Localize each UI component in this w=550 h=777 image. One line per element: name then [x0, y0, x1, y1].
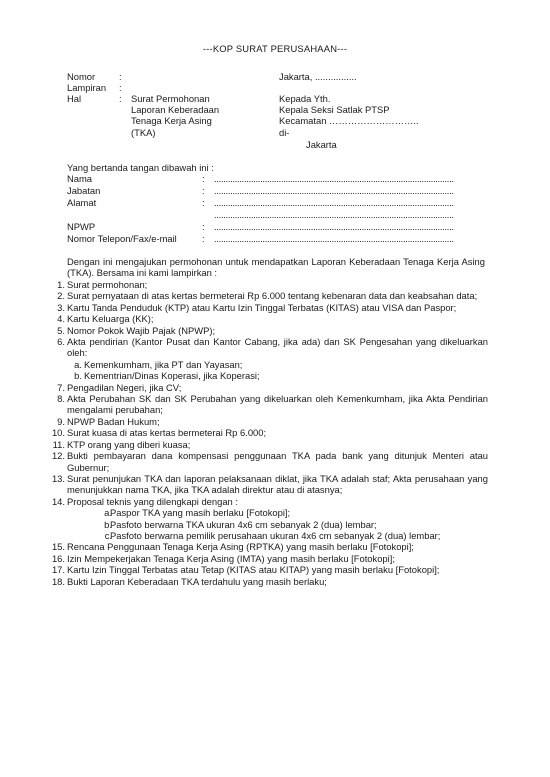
hal-colon: :	[119, 93, 122, 104]
list-item: 15. Rencana Penggunaan Tenaga Kerja Asing (RPTKA) yang masih berlaku [Fotokopi];	[51, 541, 414, 553]
hal-line: Laporan Keberadaan	[131, 104, 220, 115]
list-item: 17. Kartu Izin Tinggal Terbatas atau Tetap (KITAS atau KITAP) yang masih berlaku [Fotokopi];	[51, 564, 440, 576]
kepada-yth: Kepada Yth.	[279, 93, 331, 104]
list-item: 10. Surat kuasa di atas kertas bermeterai Rp 6.000;	[51, 427, 267, 439]
field-colon: :	[202, 221, 205, 232]
field-colon: :	[202, 185, 205, 196]
field-value-alamat-2: ........................................................................................................	[214, 209, 454, 220]
field-value-npwp: ........................................................................................................	[214, 221, 454, 232]
field-value-nama: ........................................................................................................	[214, 173, 454, 184]
field-label-nama: Nama	[67, 173, 93, 184]
field-value-jabatan: ........................................................................................................	[214, 185, 454, 196]
list-item: 6. Akta pendirian (Kantor Pusat dan Kantor Cabang, jika ada) dan SK Pengesahan yang dikeluarkan oleh: a. Kemenkumham, jika PT dan Yayasan; b. Kementrian/Dinas Koperasi, jika Koperasi;	[57, 336, 488, 382]
field-value-alamat: ........................................................................................................	[214, 197, 454, 208]
sub-list-item: c. Pasfoto berwarna pemilik perusahaan ukuran 4x6 cm sebanyak 2 (dua) lembar;	[104, 529, 441, 541]
field-label-alamat: Alamat	[67, 197, 97, 208]
nomor-colon: :	[119, 71, 122, 82]
list-item: 3. Kartu Tanda Penduduk (KTP) atau Kartu Izin Tinggal Terbatas (KITAS) atau VISA dan Paspor;	[57, 301, 457, 313]
list-item: 13. Surat penunjukan TKA dan laporan pelaksanaan diklat, jika TKA adalah staf; Akta perusahaan yang menunjukkan nama TKA, jika TKA adalah direktur atau di atasnya;	[51, 472, 488, 496]
list-item: 5. Nomor Pokok Wajib Pajak (NPWP);	[57, 324, 216, 336]
lampiran-colon: :	[119, 82, 122, 93]
recipient-kecamatan: Kecamatan ………………………..	[279, 115, 419, 126]
hal-line: Tenaga Kerja Asing	[131, 115, 212, 126]
field-colon: :	[202, 197, 205, 208]
list-item: 11. KTP orang yang diberi kuasa;	[52, 438, 191, 450]
field-colon: :	[202, 233, 205, 244]
sub-list-item: a. Paspor TKA yang masih berlaku [Fotokopi];	[104, 507, 291, 519]
lampiran-label: Lampiran	[67, 82, 107, 93]
attachment-list	[50, 279, 488, 587]
recipient-di: di-	[279, 127, 290, 138]
hal-label: Hal	[67, 93, 82, 104]
list-item: 2. Surat pernyataan di atas kertas bermeterai Rp 6.000 tentang kebenaran data dan keabsahan data;	[57, 290, 478, 302]
recipient-title: Kepala Seksi Satlak PTSP	[279, 104, 390, 115]
recipient-city: Jakarta	[306, 139, 337, 150]
list-item: 7. Pengadilan Negeri, jika CV;	[57, 381, 182, 393]
place-date: Jakarta, ................	[279, 71, 357, 82]
list-item: 1. Surat permohonan;	[57, 279, 148, 290]
sub-list-item: b. Kementrian/Dinas Koperasi, jika Koperasi;	[74, 370, 260, 382]
list-item: 12. Bukti pembayaran dana kompensasi penggunaan TKA pada bank yang ditunjuk Menteri atau Gubernur;	[51, 450, 488, 473]
list-item: 8. Akta Perubahan SK dan SK Perubahan yang dikeluarkan oleh Kemenkumham, jika Akta Pendirian mengalami perubahan;	[57, 393, 488, 416]
request-paragraph: Dengan ini mengajukan permohonan untuk mendapatkan Laporan Keberadaan Tenaga Kerja Asing (TKA). Bersama ini kami lampirkan :	[67, 256, 485, 279]
list-item: 14. Proposal teknis yang dilengkapi dengan : a. Paspor TKA yang masih berlaku [Fotokopi]; b. Pasfoto berwarna TKA ukuran 4x6 cm sebanyak 2 (dua) lembar; c. Pasfoto berwarna pemilik perusahaan ukuran 4x6 cm sebanyak 2 (dua) lembar;	[50, 496, 488, 542]
sub-list-item: a. Kemenkumham, jika PT dan Yayasan;	[74, 358, 243, 370]
sub-list-item: b. Pasfoto berwarna TKA ukuran 4x6 cm sebanyak 2 (dua) lembar;	[104, 518, 377, 530]
field-label-npwp: NPWP	[67, 221, 96, 232]
nomor-label: Nomor	[67, 71, 96, 82]
list-item: 18. Bukti Laporan Keberadaan TKA terdahulu yang masih berlaku;	[51, 575, 327, 587]
field-label-telepon: Nomor Telepon/Fax/e-mail	[67, 233, 177, 244]
list-item: 16. Izin Mempekerjakan Tenaga Kerja Asing (IMTA) yang masih berlaku [Fotokopi];	[51, 552, 395, 564]
signer-intro: Yang bertanda tangan dibawah ini :	[67, 162, 214, 173]
field-label-jabatan: Jabatan	[67, 185, 101, 196]
list-item: 9. NPWP Badan Hukum;	[57, 415, 160, 427]
hal-line: (TKA)	[131, 127, 156, 138]
field-value-telepon: ........................................................................................................	[214, 233, 454, 244]
hal-line: Surat Permohonan	[131, 93, 210, 104]
list-item: 4. Kartu Keluarga (KK);	[57, 313, 154, 325]
letterhead-placeholder: ---KOP SURAT PERUSAHAAN---	[202, 43, 348, 54]
field-colon: :	[202, 173, 205, 184]
